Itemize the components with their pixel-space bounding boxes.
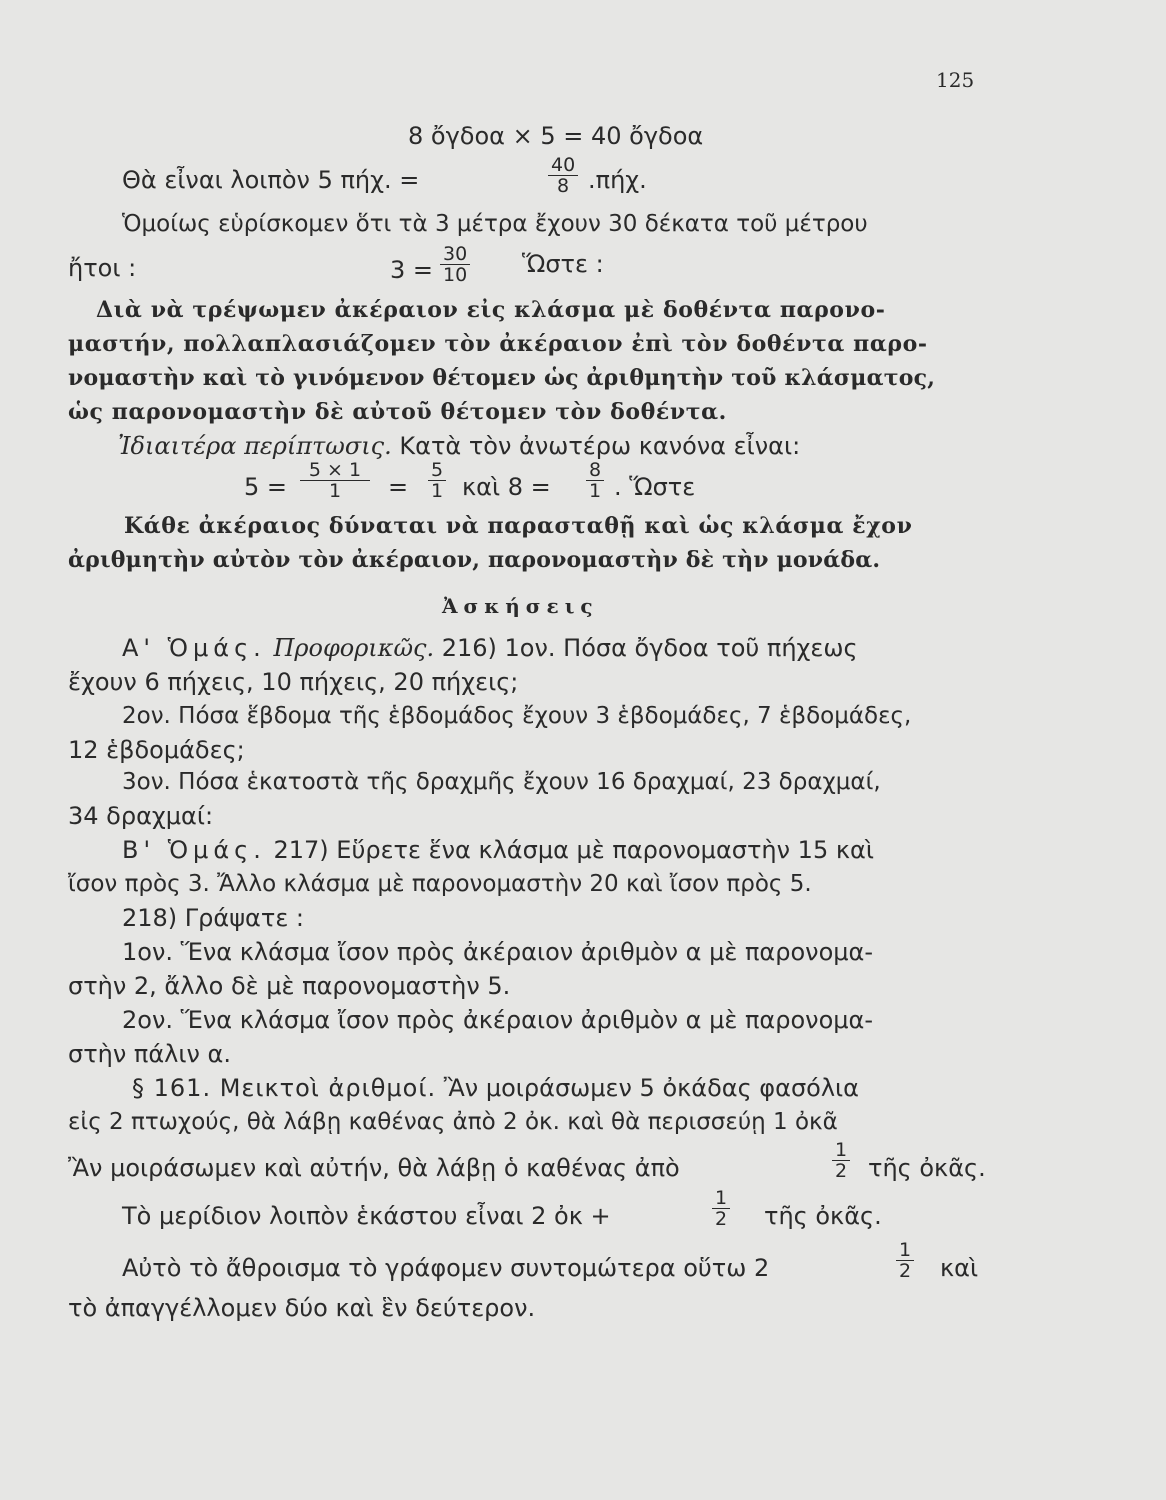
group-label: Β' Ὁμάς. xyxy=(122,836,266,864)
text-line xyxy=(132,1072,859,1104)
italic-label: Προφορικῶς. xyxy=(273,634,435,662)
text-line: 5 = xyxy=(244,473,288,501)
text-line xyxy=(122,632,858,664)
fraction-5-1 xyxy=(428,460,446,501)
text-line: εἰς 2 πτωχούς, θὰ λάβῃ καθένας ἀπὸ 2 ὀκ. καὶ θὰ περισσεύῃ 1 ὀκᾶ xyxy=(68,1109,838,1135)
text-line: Ἂν μοιράσωμεν καὶ αὐτήν, θὰ λάβῃ ὁ καθένας ἀπὸ xyxy=(68,1154,680,1182)
fraction-denominator: 10 xyxy=(443,264,468,286)
text-line: στὴν πάλιν α. xyxy=(68,1040,231,1068)
text-line: τῆς ὀκᾶς. xyxy=(764,1202,882,1230)
fraction-denominator: 2 xyxy=(715,1208,728,1230)
text-line: 2ον. Ἕνα κλάσμα ἴσον πρὸς ἀκέραιον ἀριθμὸν α μὲ παρονομα- xyxy=(122,1006,873,1034)
text-span: Κατὰ τὸν ἀνωτέρω κανόνα εἶναι: xyxy=(399,432,801,460)
text-line: ἔχουν 6 πήχεις, 10 πήχεις, 20 πήχεις; xyxy=(68,668,519,696)
fraction-denominator: 2 xyxy=(835,1160,848,1182)
fraction-denominator: 8 xyxy=(557,175,570,197)
text-line: .πήχ. xyxy=(588,166,647,194)
text-line: Ὥστε : xyxy=(522,250,604,278)
fraction-numerator: 1 xyxy=(712,1188,730,1209)
fraction-1-2 xyxy=(896,1240,914,1281)
text-line: 3 = xyxy=(390,256,434,284)
text-line: Τὸ μερίδιον λοιπὸν ἑκάστου εἶναι 2 ὀκ + xyxy=(122,1202,611,1230)
fraction-numerator: 1 xyxy=(832,1140,850,1161)
fraction-denominator: 1 xyxy=(589,480,602,502)
text-line: 1ον. Ἕνα κλάσμα ἴσον πρὸς ἀκέραιον ἀριθμὸν α μὲ παρονομα- xyxy=(122,938,873,966)
text-line: καὶ 8 = xyxy=(462,473,551,501)
text-line: Ὁμοίως εὑρίσκομεν ὅτι τὰ 3 μέτρα ἔχουν 30 δέκατα τοῦ μέτρου xyxy=(122,211,868,237)
text-span: Ἂν μοιράσωμεν 5 ὀκάδας φασόλια xyxy=(443,1074,859,1102)
group-label: Α' Ὁμάς. xyxy=(122,634,266,662)
fraction-numerator: 40 xyxy=(548,155,578,176)
italic-heading: Ἰδιαιτέρα περίπτωσις. xyxy=(118,432,392,460)
fraction-numerator: 1 xyxy=(896,1240,914,1261)
text-line: Θὰ εἶναι λοιπὸν 5 πήχ. = xyxy=(122,166,420,194)
text-line xyxy=(118,430,800,462)
fraction-8-1 xyxy=(586,460,604,501)
fraction-denominator: 1 xyxy=(328,480,342,502)
text-line xyxy=(122,834,874,866)
rule-text: Κάθε ἀκέραιος δύναται νὰ παρασταθῇ καὶ ὡς κλάσμα ἔχον xyxy=(124,513,913,539)
rule-text: ὡς παρονομαστὴν δὲ αὐτοῦ θέτομεν τὸν δοθέντα. xyxy=(68,399,727,425)
fraction-numerator: 30 xyxy=(440,244,470,265)
fraction-40-8 xyxy=(548,155,578,196)
text-line: ἴσον πρὸς 3. Ἄλλο κλάσμα μὲ παρονομαστὴν 20 καὶ ἴσον πρὸς 5. xyxy=(68,871,812,897)
text-line: τῆς ὀκᾶς. xyxy=(868,1154,986,1182)
text-line: τὸ ἀπαγγέλλομεν δύο καὶ ἓν δεύτερον. xyxy=(68,1294,536,1322)
fraction-denominator: 1 xyxy=(431,480,444,502)
fraction-5x1-1 xyxy=(300,460,370,501)
text-span: 217) Εὕρετε ἕνα κλάσμα μὲ παρονομαστὴν 15 καὶ xyxy=(273,836,874,864)
equation-line: 8 ὄγδοα × 5 = 40 ὄγδοα xyxy=(408,122,704,150)
fraction-denominator: 2 xyxy=(899,1260,912,1282)
fraction-numerator: 5 × 1 xyxy=(300,460,370,481)
fraction-1-2 xyxy=(832,1140,850,1181)
text-line: = xyxy=(388,473,409,501)
text-line: 2ον. Πόσα ἕβδομα τῆς ἑβδομάδος ἔχουν 3 ἑβδομάδες, 7 ἑβδομάδες, xyxy=(122,703,912,729)
text-line: 218) Γράψατε : xyxy=(122,904,305,932)
fraction-30-10 xyxy=(440,244,470,285)
text-line: στὴν 2, ἄλλο δὲ μὲ παρονομαστὴν 5. xyxy=(68,972,511,1000)
rule-text: μαστήν, πολλαπλασιάζομεν τὸν ἀκέραιον ἐπὶ τὸν δοθέντα παρο- xyxy=(68,331,928,357)
fraction-1-2 xyxy=(712,1188,730,1229)
section-heading: § 161. Μεικτοὶ ἀριθμοί. xyxy=(132,1074,437,1102)
rule-text: νομαστὴν καὶ τὸ γινόμενον θέτομεν ὡς ἀριθμητὴν τοῦ κλάσματος, xyxy=(68,365,936,391)
text-line: Αὐτὸ τὸ ἄθροισμα τὸ γράφομεν συντομώτερα οὕτω 2 xyxy=(122,1254,770,1282)
text-line: 12 ἑβδομάδες; xyxy=(68,736,245,764)
page-number: 125 xyxy=(936,68,975,92)
text-line: 3ον. Πόσα ἑκατοστὰ τῆς δραχμῆς ἔχουν 16 δραχμαί, 23 δραχμαί, xyxy=(122,769,881,795)
exercises-heading: Ἀσκήσεις xyxy=(442,594,599,618)
text-line: ἤτοι : xyxy=(68,254,137,282)
rule-text: Διὰ νὰ τρέψωμεν ἀκέραιον εἰς κλάσμα μὲ δοθέντα παρονο- xyxy=(96,297,886,323)
rule-text: ἀριθμητὴν αὐτὸν τὸν ἀκέραιον, παρονομαστὴν δὲ τὴν μονάδα. xyxy=(68,547,881,573)
text-line: 34 δραχμαί: xyxy=(68,802,214,830)
text-line: καὶ xyxy=(940,1254,979,1282)
fraction-numerator: 8 xyxy=(586,460,604,481)
fraction-numerator: 5 xyxy=(428,460,446,481)
text-span: 216) 1ον. Πόσα ὄγδοα τοῦ πήχεως xyxy=(441,634,858,662)
text-line: . Ὥστε xyxy=(614,473,696,501)
